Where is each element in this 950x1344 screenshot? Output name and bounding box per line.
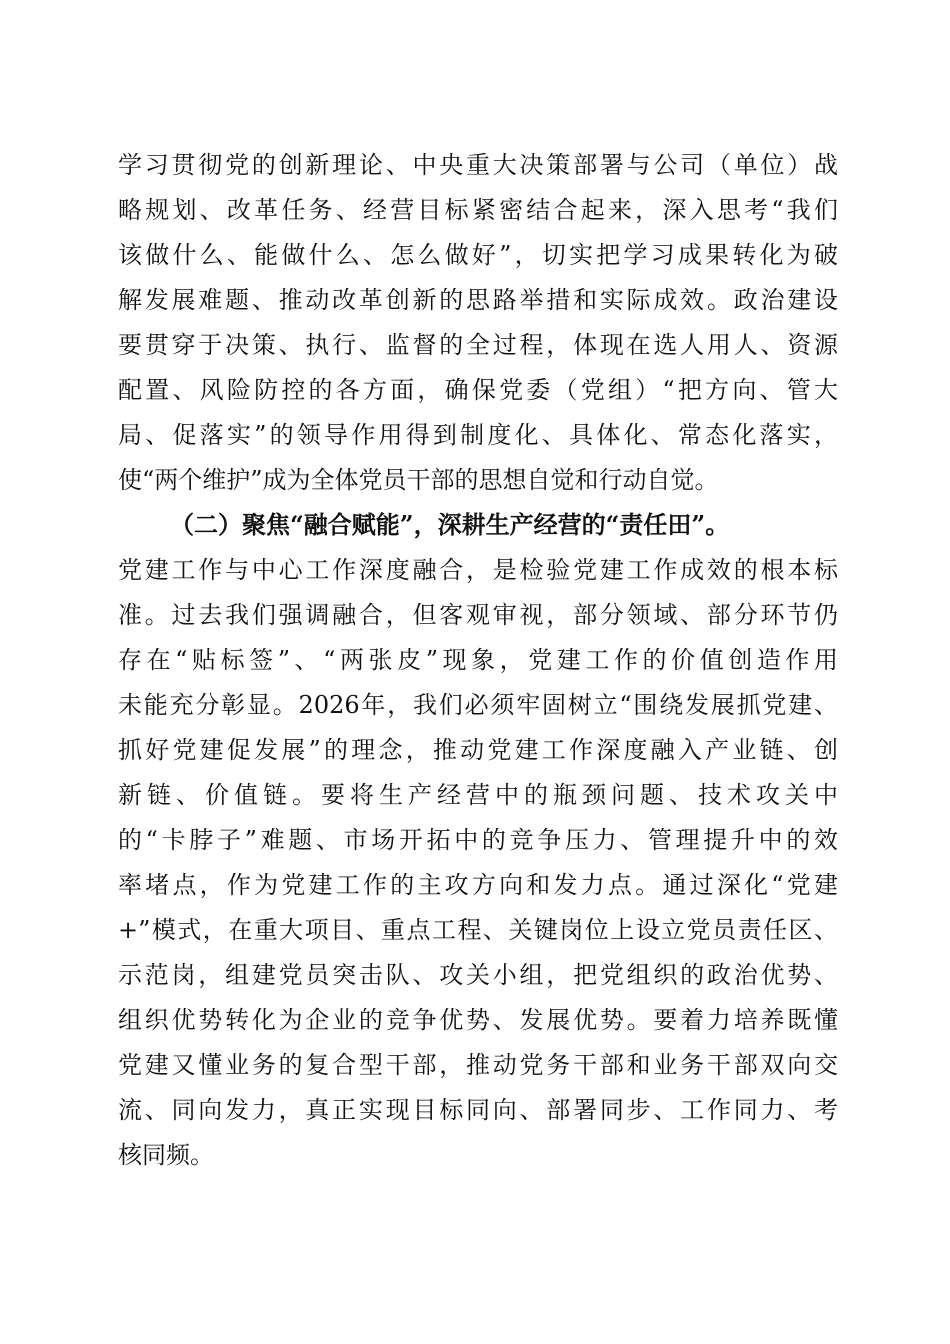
paragraph-2-line: 新链、价值链。要将生产经营中的瓶颈问题、技术攻关中 (118, 781, 838, 809)
paragraph-1-line: 要贯穿于决策、执行、监督的全过程，体现在选人用人、资源 (118, 331, 838, 359)
paragraph-2-line: 核同频。 (118, 1141, 214, 1169)
paragraph-2-line: 抓好党建促发展”的理念，推动党建工作深度融入产业链、创 (118, 736, 838, 764)
paragraph-1-line: 解发展难题、推动改革创新的思路举措和实际成效。政治建设 (118, 286, 838, 314)
paragraph-1-line: 使“两个维护”成为全体党员干部的思想自觉和行动自觉。 (118, 466, 719, 494)
paragraph-2-line: 率堵点，作为党建工作的主攻方向和发力点。通过深化“党建 (118, 871, 838, 899)
paragraph-2-line: 流、同向发力，真正实现目标同向、部署同步、工作同力、考 (118, 1096, 838, 1124)
paragraph-2-line: 未能充分彰显。2026年，我们必须牢固树立“围绕发展抓党建、 (118, 691, 838, 719)
paragraph-2-line: 的“卡脖子”难题、市场开拓中的竞争压力、管理提升中的效 (118, 826, 838, 854)
section-heading: （二）聚焦“融合赋能”，深耕生产经营的“责任田”。 (170, 510, 730, 539)
paragraph-2-line: 组织优势转化为企业的竞争优势、发展优势。要着力培养既懂 (118, 1006, 838, 1034)
paragraph-1-line: 配置、风险防控的各方面，确保党委（党组）“把方向、管大 (118, 376, 838, 404)
paragraph-2-line: 示范岗，组建党员突击队、攻关小组，把党组织的政治优势、 (118, 961, 838, 989)
paragraph-1-line: 该做什么、能做什么、怎么做好”，切实把学习成果转化为破 (118, 241, 838, 269)
paragraph-2-line: +”模式，在重大项目、重点工程、关键岗位上设立党员责任区、 (118, 916, 838, 944)
paragraph-1-line: 局、促落实”的领导作用得到制度化、具体化、常态化落实， (118, 421, 838, 449)
paragraph-2-line: 准。过去我们强调融合，但客观审视，部分领域、部分环节仍 (118, 601, 838, 629)
paragraph-1-line: 略规划、改革任务、经营目标紧密结合起来，深入思考“我们 (118, 196, 838, 224)
paragraph-2-line: 存在“贴标签”、“两张皮”现象，党建工作的价值创造作用 (118, 646, 838, 674)
paragraph-1-line: 学习贯彻党的创新理论、中央重大决策部署与公司（单位）战 (118, 151, 838, 179)
paragraph-2-line: 党建又懂业务的复合型干部，推动党务干部和业务干部双向交 (118, 1051, 838, 1079)
paragraph-2-line: 党建工作与中心工作深度融合，是检验党建工作成效的根本标 (118, 556, 838, 584)
